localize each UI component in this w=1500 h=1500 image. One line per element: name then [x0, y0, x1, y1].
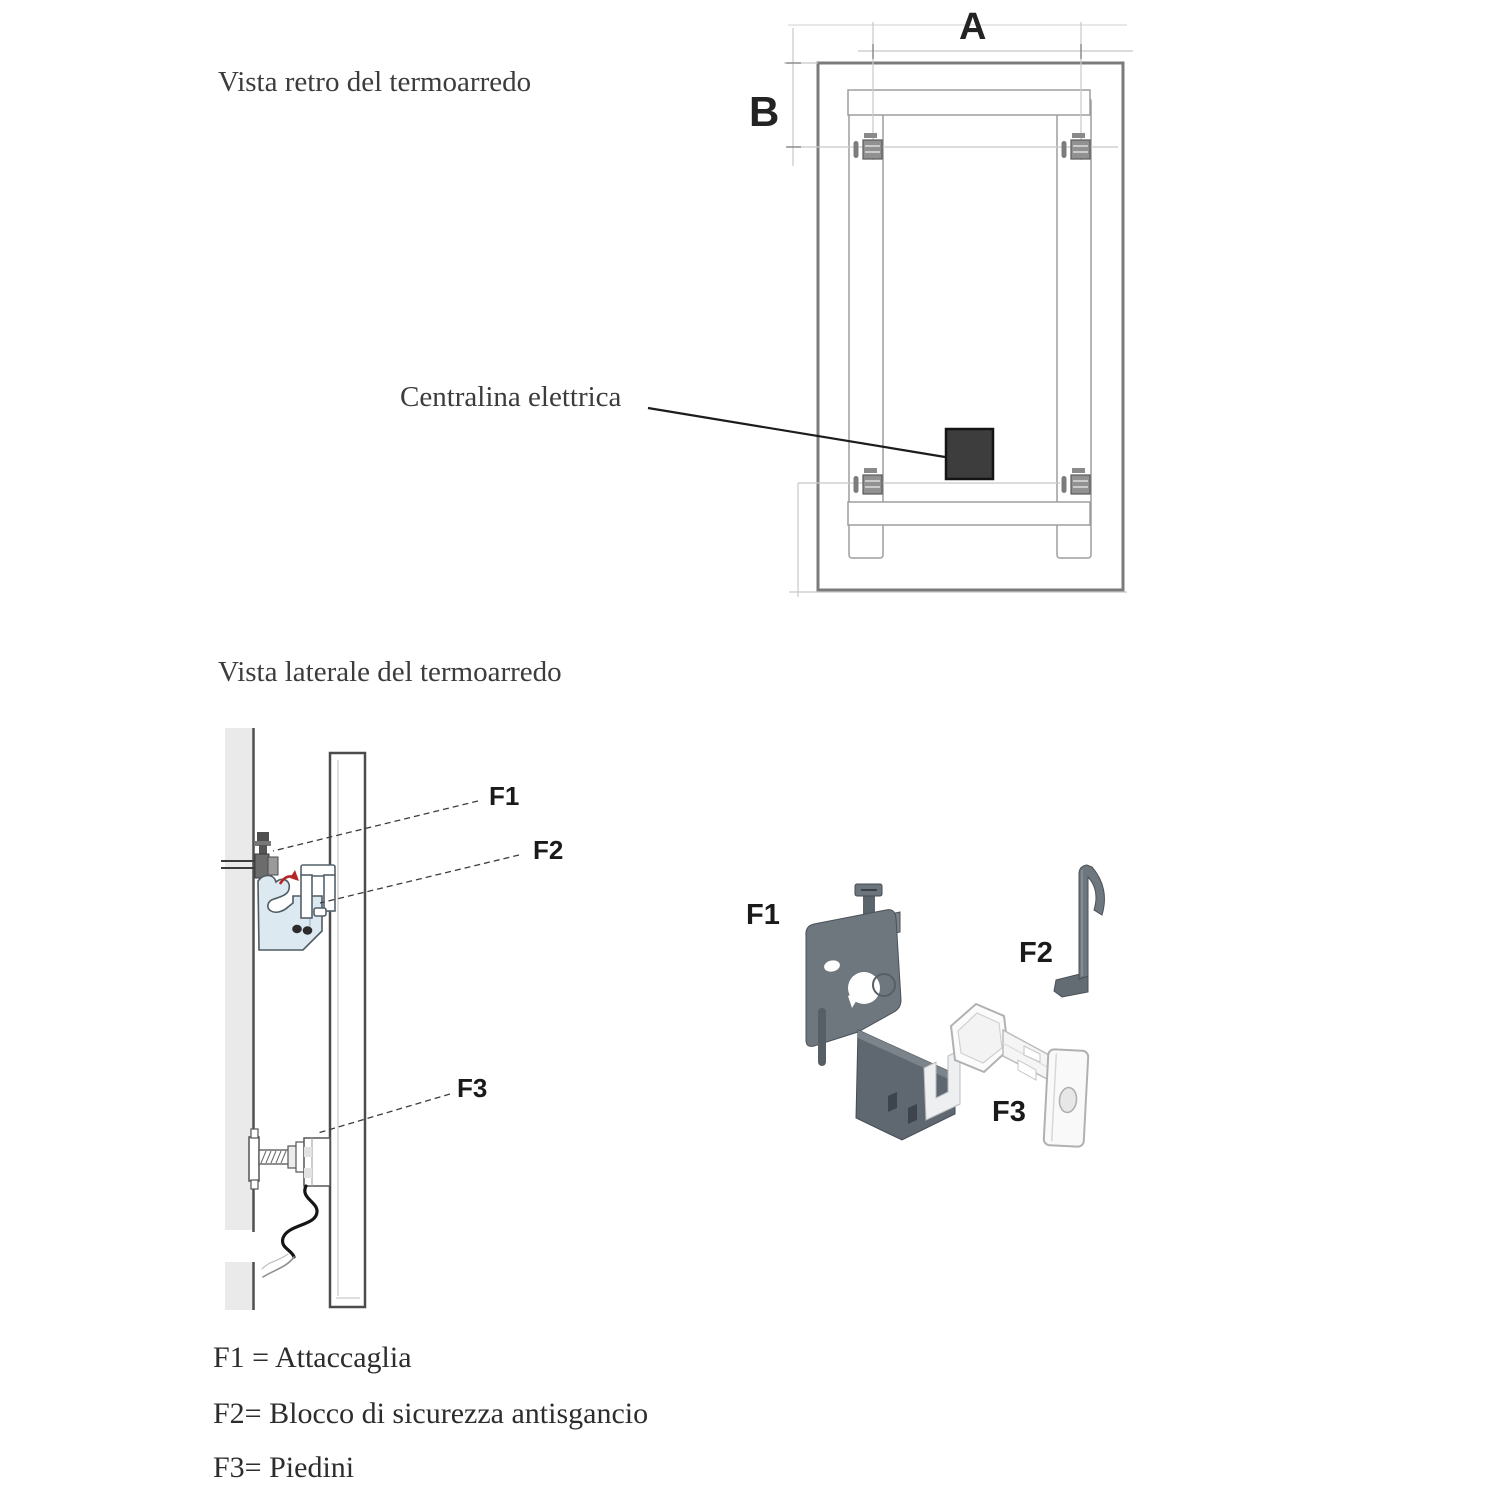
side-view-title: Vista laterale del termoarredo [218, 656, 562, 688]
screw-head [257, 832, 269, 842]
bracket-screw [303, 926, 313, 934]
part-label-f1: F1 [746, 899, 780, 931]
part-f2-3d [1054, 865, 1104, 997]
dimension-label-a: A [959, 6, 987, 48]
hardware-parts-3d [806, 865, 1105, 1147]
side-label-f2: F2 [533, 835, 564, 865]
top-crossbar [848, 90, 1090, 115]
bracket-screw [292, 925, 302, 933]
wall [225, 728, 254, 1310]
legend-item-f1: F1 = Attaccaglia [213, 1341, 412, 1374]
dimension-label-b: B [749, 88, 780, 135]
part-label-f3: F3 [992, 1096, 1026, 1128]
hook-body-3d [1079, 865, 1104, 979]
side-label-f1: F1 [489, 781, 520, 811]
legend-item-f2: F2= Blocco di sicurezza antisgancio [213, 1397, 649, 1430]
safety-block-side [301, 865, 335, 918]
side-view-drawing [221, 728, 519, 1310]
part-f1-3d [806, 884, 960, 1140]
side-label-f3: F3 [457, 1073, 488, 1103]
foot-bracket [304, 1138, 330, 1186]
legend-item-f3: F3= Piedini [213, 1451, 355, 1484]
control-unit-callout: Centralina elettrica [400, 381, 622, 413]
back-view-title: Vista retro del termoarredo [218, 66, 532, 98]
power-cable [262, 1186, 317, 1277]
radiator-tube-side [330, 753, 365, 1307]
part-label-f2: F2 [1019, 937, 1053, 969]
back-view-drawing [648, 22, 1133, 597]
foot-assembly-side [249, 1129, 330, 1189]
control-unit-box [946, 429, 993, 479]
leader-f1 [273, 801, 478, 851]
bottom-crossbar [848, 502, 1090, 525]
